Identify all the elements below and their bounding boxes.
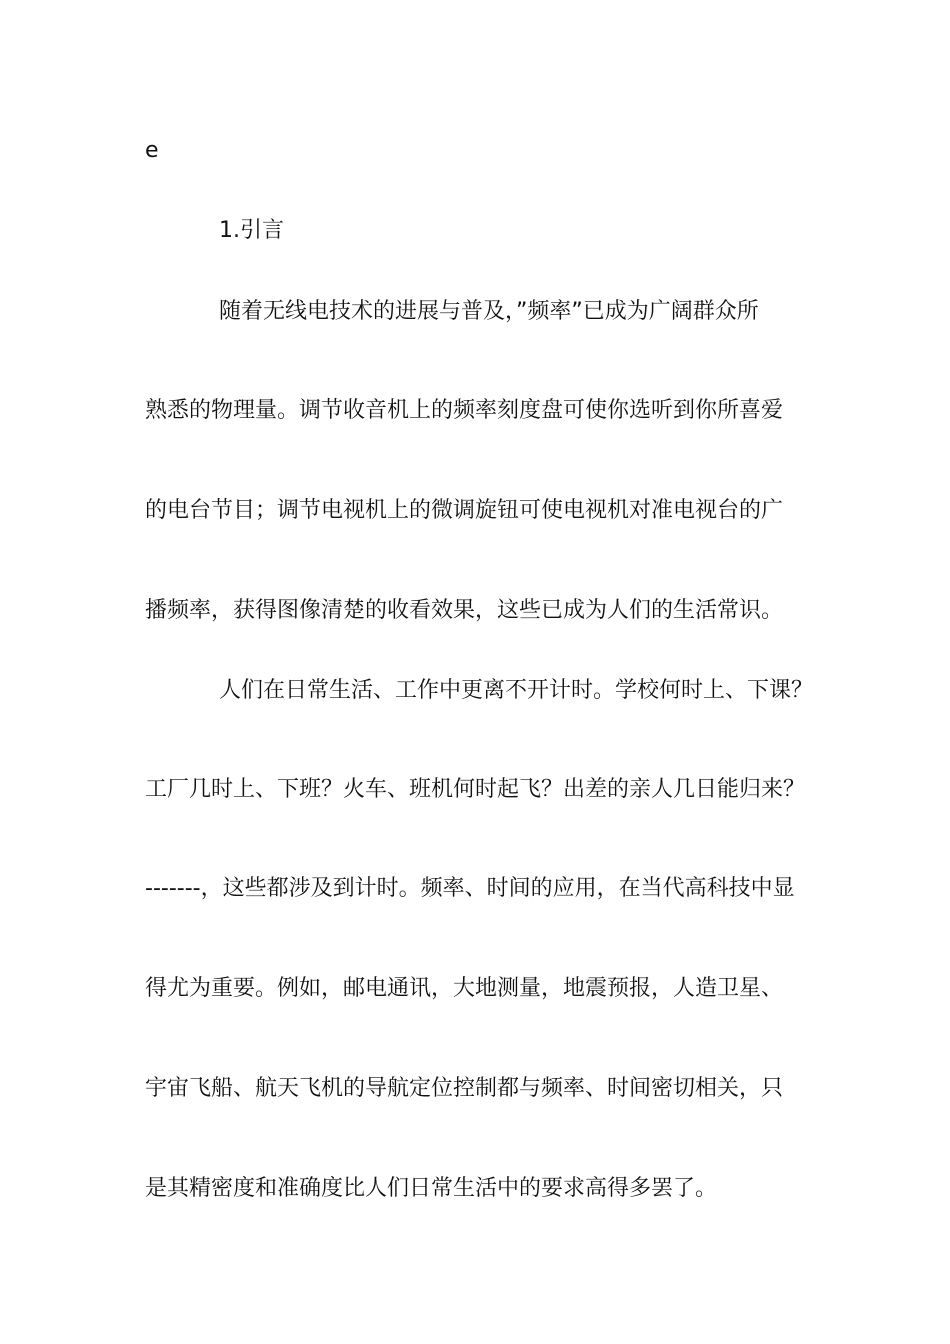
paragraph-2-line-5: 宇宙飞船、航天飞机的导航定位控制都与频率、时间密切相关，只 [145,1076,784,1101]
page-marker: e [145,138,159,163]
paragraph-2-line-3: -------，这些都涉及到计时。频率、时间的应用，在当代高科技中显 [145,876,795,901]
paragraph-1-line-4: 播频率，获得图像清楚的收看效果，这些已成为人们的生活常识。 [145,598,784,623]
paragraph-1-line-2: 熟悉的物理量。调节收音机上的频率刻度盘可使你选听到你所喜爱 [145,398,784,423]
section-heading: 1.引言 [219,218,284,243]
paragraph-1-line-3: 的电台节目；调节电视机上的微调旋钮可使电视机对准电视台的广 [145,498,784,523]
paragraph-2-line-4: 得尤为重要。例如，邮电通讯，大地测量，地震预报，人造卫星、 [145,976,784,1001]
paragraph-2-line-1: 人们在日常生活、工作中更离不开计时。学校何时上、下课？ [219,678,814,703]
paragraph-1-line-1: 随着无线电技术的进展与普及，”频率”已成为广阔群众所 [219,299,759,324]
paragraph-2-line-6: 是其精密度和准确度比人们日常生活中的要求高得多罢了。 [145,1176,718,1201]
paragraph-2-line-2: 工厂几时上、下班？火车、班机何时起飞？出差的亲人几日能归来？ [145,777,806,802]
